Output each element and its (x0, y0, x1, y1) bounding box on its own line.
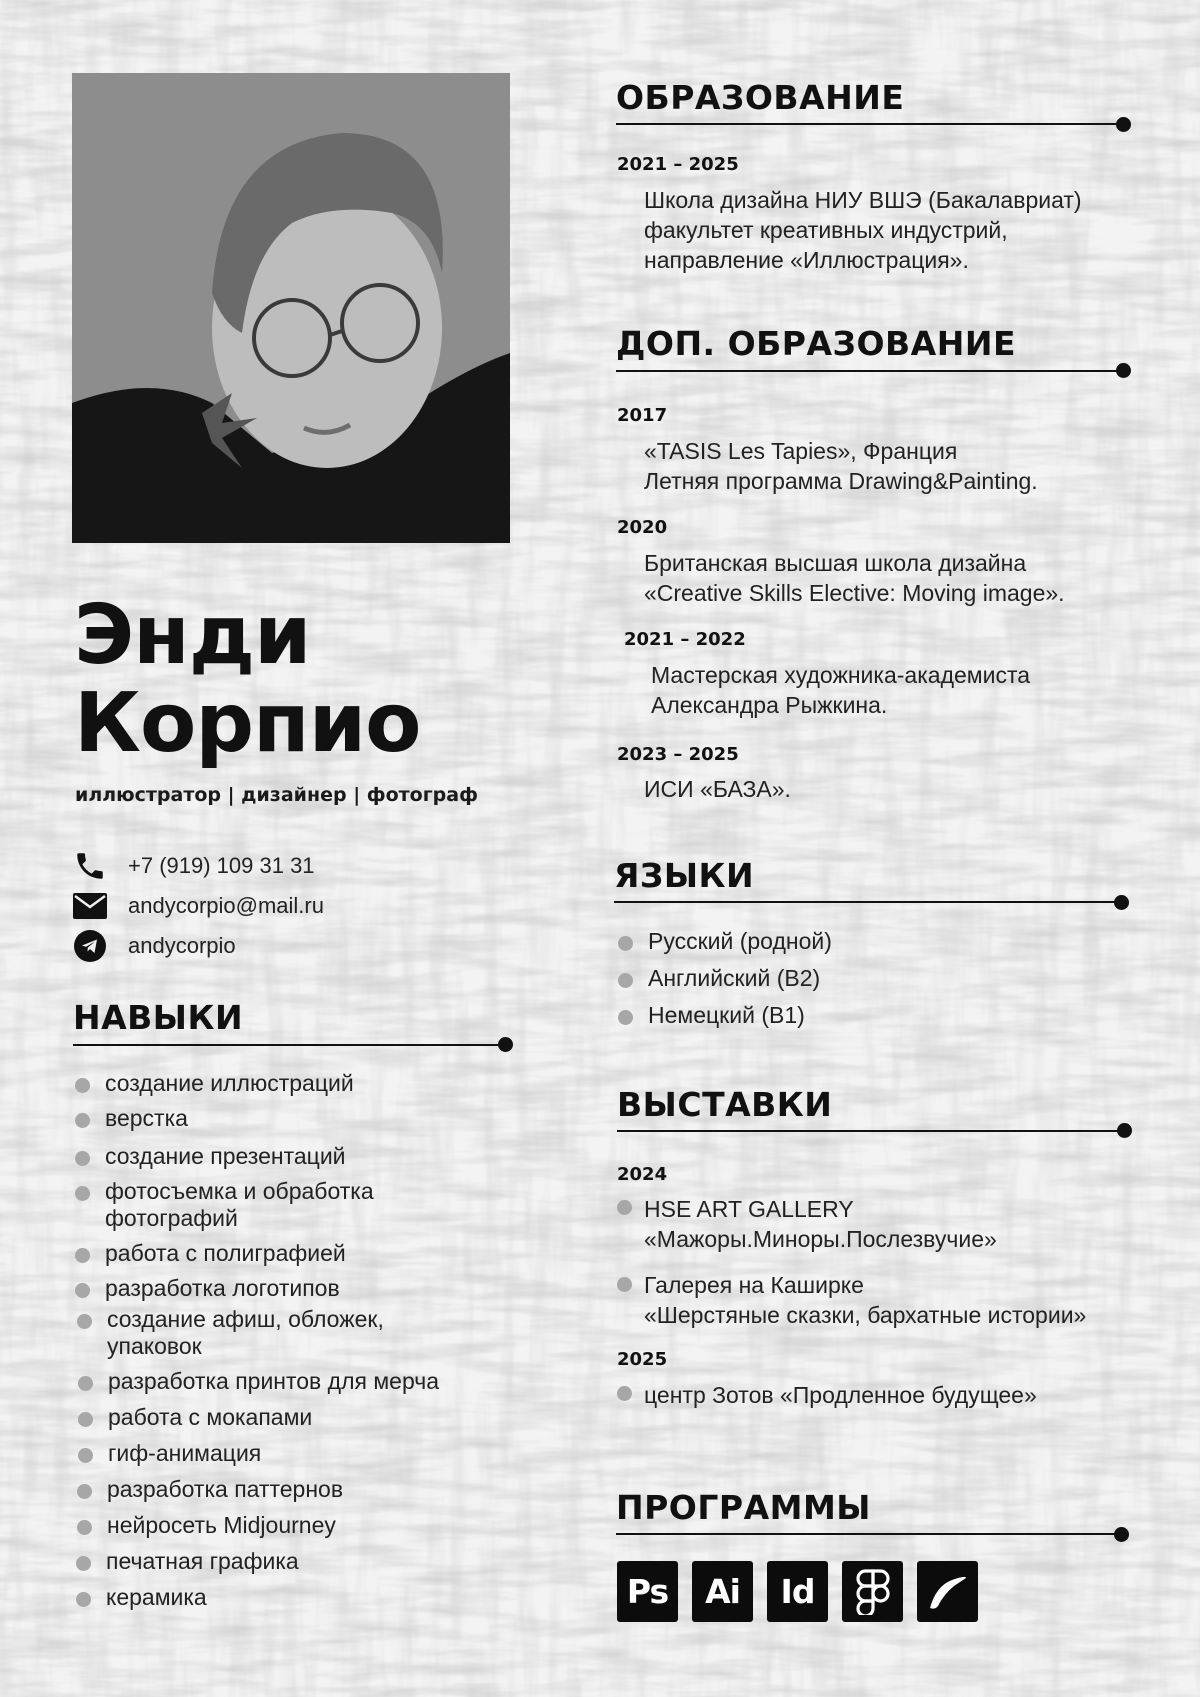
entry-line: Галерея на Каширке (644, 1272, 864, 1298)
telegram-icon (72, 930, 108, 962)
exhibition-entry (644, 1380, 1037, 1410)
skill-item: гиф-анимация (108, 1440, 439, 1467)
illustrator-icon: Ai (692, 1561, 753, 1622)
skill-item: разработка принтов для мерча (108, 1368, 440, 1394)
entry-line: Школа дизайна НИУ ВШЭ (Бакалавриат) (644, 187, 1082, 213)
exhibitions-title: ВЫСТАВКИ (617, 1085, 833, 1124)
programs-rule-dot (1114, 1527, 1129, 1542)
skill-item: керамика (106, 1584, 437, 1611)
figma-icon (842, 1561, 903, 1622)
person-name (74, 588, 421, 771)
last-name: Корпио (74, 676, 421, 771)
entry-line: Летняя программа Drawing&Painting. (644, 468, 1038, 494)
contacts (72, 846, 324, 966)
skill-item: создание афиш, обложек, (107, 1306, 438, 1333)
skill-item-continuation: фотографий (105, 1205, 238, 1231)
exhibition-entry (644, 1194, 997, 1254)
entry-line: HSE ART GALLERY (644, 1196, 854, 1222)
entry-line: Мастерская художника-академиста (651, 662, 1031, 688)
extra-education-entry (651, 660, 1030, 720)
education-rule (616, 123, 1124, 125)
entry-line: «TASIS Les Tapies», Франция (644, 438, 958, 464)
language-item: Русский (родной) (648, 928, 832, 954)
education-title: ОБРАЗОВАНИЕ (616, 78, 905, 117)
extra-education-rule-dot (1116, 363, 1131, 378)
exhibition-bullet (617, 1277, 632, 1292)
entry-line: Британская высшая школа дизайна (644, 550, 1027, 576)
skills-rule (73, 1044, 505, 1046)
exhibitions-rule (617, 1130, 1125, 1132)
first-name: Энди (74, 588, 311, 683)
language-item: Английский (B2) (648, 965, 832, 992)
skill-item: работа с полиграфией (105, 1240, 436, 1267)
skills-title: НАВЫКИ (73, 998, 244, 1037)
exhibition-year: 2024 (617, 1164, 668, 1185)
email-address: andycorpio@mail.ru (128, 893, 324, 918)
skill-item: разработка логотипов (105, 1275, 436, 1302)
skills-rule-dot (498, 1037, 513, 1052)
exhibition-entry (644, 1270, 1086, 1330)
contact-email[interactable] (72, 886, 324, 926)
skill-item: фотосъемка и обработка (105, 1178, 436, 1205)
skill-item: нейросеть Midjourney (107, 1512, 438, 1539)
education-rule-dot (1116, 117, 1131, 132)
extra-education-entry (644, 548, 1065, 608)
exhibitions-rule-dot (1117, 1123, 1132, 1138)
exhibition-bullet (617, 1200, 632, 1215)
contact-phone[interactable] (72, 846, 324, 886)
programs-title: ПРОГРАММЫ (616, 1488, 871, 1527)
programs-rule (616, 1533, 1122, 1535)
skill-item: работа с мокапами (108, 1404, 439, 1431)
mail-icon (72, 890, 108, 922)
skill-item: создание презентаций (105, 1143, 436, 1170)
indesign-icon: Id (767, 1561, 828, 1622)
skills-list (105, 1070, 440, 1611)
extra-education-year: 2020 (617, 517, 668, 538)
photoshop-icon: Ps (617, 1561, 678, 1622)
entry-line: «Мажоры.Миноры.Послезвучие» (644, 1226, 997, 1252)
entry-line: «Шерстяные сказки, бархатные истории» (644, 1302, 1087, 1328)
contact-telegram[interactable] (72, 926, 324, 966)
skill-item: печатная графика (106, 1548, 437, 1575)
entry-line: «Creative Skills Elective: Moving image». (644, 580, 1065, 606)
skill-item-continuation: упаковок (107, 1333, 202, 1359)
procreate-icon (917, 1561, 978, 1622)
language-item: Немецкий (B1) (648, 1002, 832, 1029)
entry-line: направление «Иллюстрация». (644, 247, 969, 273)
extra-education-year: 2021 – 2022 (624, 629, 746, 650)
entry-line: Александра Рыжкина. (651, 692, 888, 718)
languages-rule-dot (1114, 895, 1129, 910)
entry-line: ИСИ «БАЗА». (644, 776, 791, 802)
extra-education-entry (644, 774, 791, 804)
programs-icons (617, 1561, 978, 1622)
extra-education-year: 2017 (617, 405, 668, 426)
extra-education-rule (616, 370, 1124, 372)
languages-list (648, 928, 832, 1029)
education-entry (644, 185, 1082, 275)
phone-number: +7 (919) 109 31 31 (128, 853, 315, 878)
skill-item: создание иллюстраций (105, 1070, 436, 1097)
phone-icon (72, 850, 108, 882)
extra-education-entry (644, 436, 1038, 496)
skill-item: разработка паттернов (107, 1476, 438, 1503)
entry-line: факультет креативных индустрий, (644, 217, 1008, 243)
education-year: 2021 – 2025 (617, 154, 739, 175)
profile-photo (72, 73, 510, 543)
exhibition-bullet (617, 1386, 632, 1401)
languages-title: ЯЗЫКИ (614, 856, 755, 895)
entry-line: центр Зотов «Продленное будущее» (644, 1382, 1037, 1408)
roles-line: иллюстратор | дизайнер | фотограф (75, 784, 478, 806)
skill-item: верстка (105, 1105, 436, 1132)
extra-education-title: ДОП. ОБРАЗОВАНИЕ (616, 324, 1016, 363)
exhibition-year: 2025 (617, 1349, 668, 1370)
telegram-handle: andycorpio (128, 933, 236, 958)
languages-rule (614, 901, 1122, 903)
extra-education-year: 2023 – 2025 (617, 744, 739, 765)
